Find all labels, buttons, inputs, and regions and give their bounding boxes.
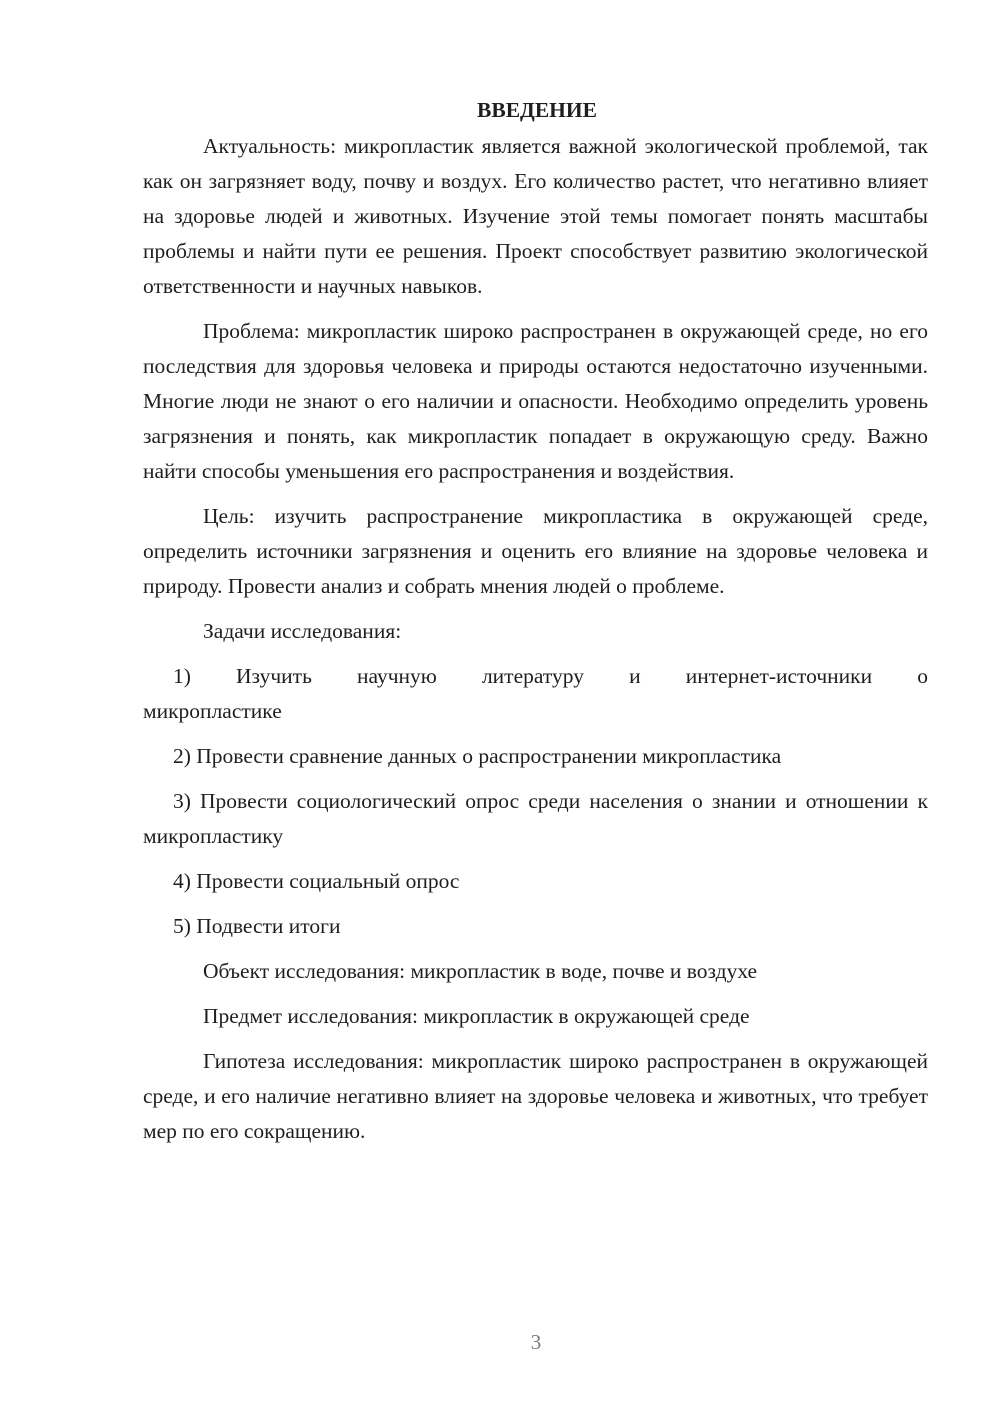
research-object: Объект исследования: микропластик в воде, почве и воздухе <box>203 959 758 983</box>
relevance-paragraph: Актуальность: микропластик является важной экологической проблемой, так как он загрязняет воду, почву и воздух. Его количество растет, что негативно влияет на здоровье людей и животных. Изучение этой темы помогает понять масштабы проблемы и найти пути ее решения. Проект способствует развитию экологической ответственности и научных навыков. <box>143 134 928 298</box>
task-item-1: 1) Изучить научную литературу и интернет-источники о микропластике <box>143 664 928 723</box>
section-title: ВВЕДЕНИЕ <box>477 98 597 122</box>
research-subject: Предмет исследования: микропластик в окружающей среде <box>203 1004 750 1028</box>
hypothesis-paragraph: Гипотеза исследования: микропластик широко распространен в окружающей среде, и его наличие негативно влияет на здоровье человека и животных, что требует мер по его сокращению. <box>143 1049 928 1143</box>
goal-paragraph: Цель: изучить распространение микропластика в окружающей среде, определить источники загрязнения и оценить его влияние на здоровье человека и природу. Провести анализ и собрать мнения людей о проблеме. <box>143 504 928 598</box>
task-item-5: 5) Подвести итоги <box>173 914 341 938</box>
tasks-heading: Задачи исследования: <box>203 619 402 643</box>
task-item-4: 4) Провести социальный опрос <box>173 869 460 893</box>
page-number: 3 <box>530 1330 542 1354</box>
task-item-2: 2) Провести сравнение данных о распространении микропластика <box>173 744 782 768</box>
task-item-3: 3) Провести социологический опрос среди населения о знании и отношении к микропластику <box>143 789 928 848</box>
document-page <box>143 93 928 1159</box>
problem-paragraph: Проблема: микропластик широко распространен в окружающей среде, но его последствия для здоровья человека и природы остаются недостаточно изученными. Многие люди не знают о его наличии и опасности. Необходимо определить уровень загрязнения и понять, как микропластик попадает в окружающую среду. Важно найти способы уменьшения его распространения и воздействия. <box>143 319 928 483</box>
